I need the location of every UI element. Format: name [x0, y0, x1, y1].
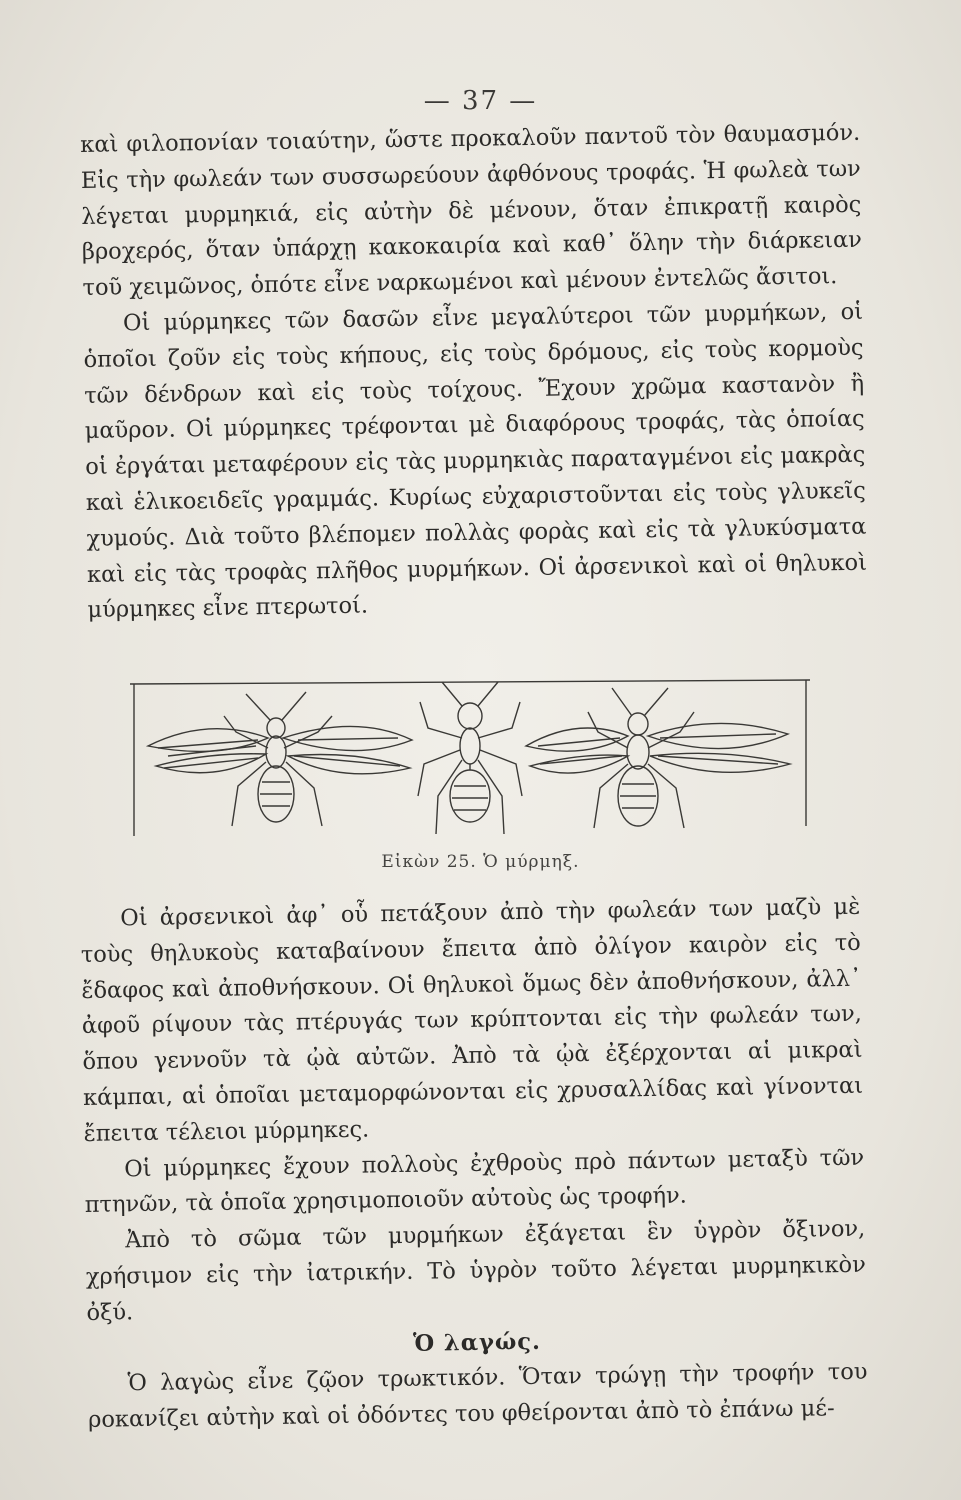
ant-illustration [128, 676, 812, 842]
paragraph: καὶ φιλοπονίαν τοιαύτην, ὥστε προκαλοῦν παντοῦ τὸν θαυμασμόν. Εἰς τὴν φωλεάν των συσσωρεύουν ἀφθόνους τροφάς. Ἡ φωλεὰ των λέγεται μυρμηκιά, εἰς αὐτὴν δὲ μένουν, ὅταν ἐπικρατῇ καιρὸς βροχερός, ὅταν ὑπάρχῃ κακοκαιρία καὶ καθ᾽ ὅλην τὴν διάρκειαν τοῦ χειμῶνος, ὁπότε εἶνε ναρκωμένοι καὶ μένουν ἐντελῶς ἄσιτοι. [80, 119, 863, 302]
winged-ant-left-icon [148, 692, 412, 826]
section-heading: Ὁ λαγώς. [412, 1328, 542, 1357]
text-block-bottom [80, 890, 868, 1439]
paragraph: Ἀπὸ τὸ σῶμα τῶν μυρμήκων ἐξάγεται ἓν ὑγρὸν ὄξινον, χρήσιμον εἰς τὴν ἰατρικήν. Τὸ ὑγρὸν τοῦτο λέγεται μυρμηκικὸν ὀξύ. [85, 1215, 866, 1326]
paragraph: Ὁ λαγὼς εἶνε ζῷον τρωκτικόν. Ὅταν τρώγῃ τὴν τροφήν του ροκανίζει αὐτὴν καὶ οἱ ὀδόντες του φθείρονται ἀπὸ τὸ ἐπάνω μέ- [87, 1359, 868, 1434]
ants-drawing [128, 676, 812, 842]
worker-ant-center-icon [418, 682, 522, 834]
paragraph: Οἱ μύρμηκες τῶν δασῶν εἶνε μεγαλύτεροι τῶν μυρμήκων, οἱ ὁποῖοι ζοῦν εἰς τοὺς κήπους, εἰς τοὺς δρόμους, εἰς τοὺς κορμοὺς τῶν δένδρων καὶ εἰς τοὺς τοίχους. Ἔχουν χρῶμα καστανὸν ἢ μαῦρον. Οἱ μύρμηκες τρέφονται μὲ διαφόρους τροφάς, τὰς ὁποίας οἱ ἐργάται μεταφέρουν εἰς τὰς μυρμηκιὰς παραταγμένοι εἰς μακρὰς καὶ ἑλικοειδεῖς γραμμάς. Κυρίως εὐχαριστοῦνται εἰς τοὺς γλυκεῖς χυμούς. Διὰ τοῦτο βλέπομεν πολλὰς φορὰς καὶ εἰς τὰ γλυκύσματα καὶ εἰς τὰς τροφὰς πλῆθος μυρμήκων. Οἱ ἀρσενικοὶ καὶ οἱ θηλυκοὶ μύρμηκες εἶνε πτερωτοί. [83, 298, 868, 624]
winged-ant-right-icon [526, 688, 790, 828]
paragraph: Οἱ μύρμηκες ἔχουν πολλοὺς ἐχθροὺς πρὸ πάντων μεταξὺ τῶν πτηνῶν, τὰ ὁποῖα χρησιμοποιοῦν αὐτοὺς ὡς τροφήν. [84, 1144, 865, 1219]
page-number: — 37 — [423, 86, 538, 116]
frame-top-line [130, 680, 810, 684]
paragraph: Οἱ ἀρσενικοὶ ἀφ᾽ οὗ πετάξουν ἀπὸ τὴν φωλεάν των μαζὺ μὲ τοὺς θηλυκοὺς καταβαίνουν ἔπειτα ἀπὸ ὀλίγον καιρὸν εἰς τὸ ἔδαφος καὶ ἀποθνήσκουν. Οἱ θηλυκοὶ ὅμως δὲν ἀποθνήσκουν, ἀλλ᾽ ἀφοῦ ρίψουν τὰς πτέρυγάς των κρύπτονται εἰς τὴν φωλεάν των, ὅπου γεννοῦν τὰ ᾠὰ αὐτῶν. Ἀπὸ τὰ ᾠὰ ἐξέρχονται αἱ μικραὶ κάμπαι, αἱ ὁποῖαι μεταμορφώνονται εἰς χρυσαλλίδας καὶ γίνονται ἔπειτα τέλειοι μύρμηκες. [80, 893, 864, 1147]
text-block-top [80, 116, 868, 629]
figure-caption: Εἰκὼν 25. Ὁ μύρμηξ. [381, 852, 580, 872]
